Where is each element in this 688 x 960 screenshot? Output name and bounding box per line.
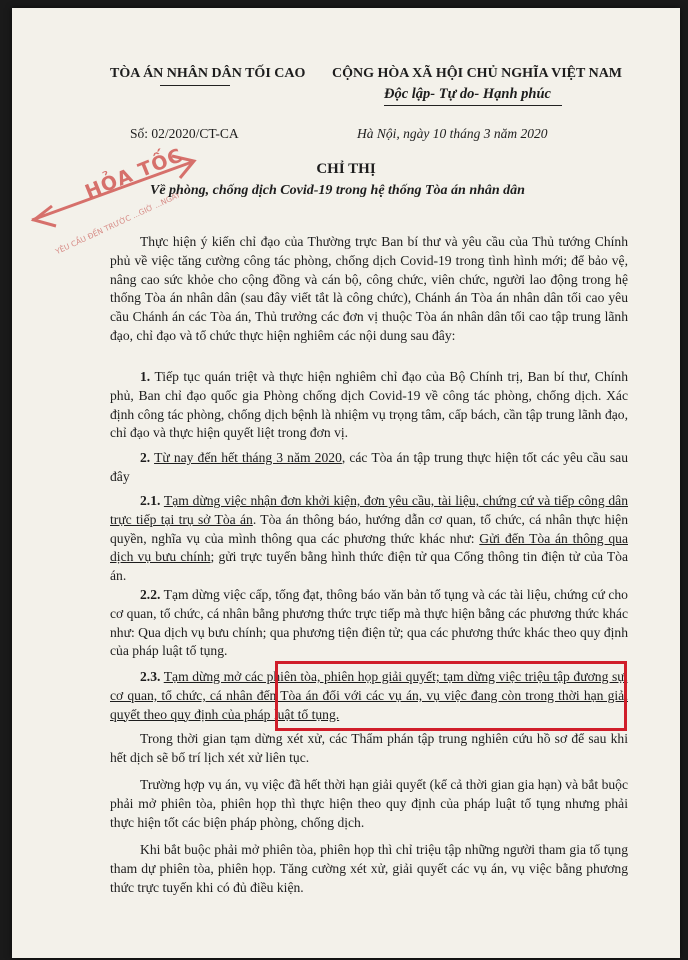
mandatory-hearing-paragraph: Khi bắt buộc phải mở phiên tòa, phiên họp thì chỉ triệu tập những người tham gia tố tụng tham dự phiên tòa, phiên họp. Tăng cường xét xử, giải quyết các vụ án, vụ việc bằng phương thức trực tuyến khi có đủ điều kiện. [110, 842, 628, 895]
urgent-stamp-subtext: YÊU CẦU ĐẾN TRƯỚC ...GIỜ ...NGÀY [54, 190, 182, 257]
item-2-number: 2. [140, 450, 151, 465]
item-1-number: 1. [140, 369, 151, 384]
item-2-1-underlined: Tạm dừng việc nhận đơn khởi kiện, đơn yêu cầu, tài liệu, chứng cứ và tiếp công dân trực tiếp tại trụ sở Tòa án [110, 493, 629, 527]
expired-cases-paragraph: Trường hợp vụ án, vụ việc đã hết thời hạn giải quyết (kể cả thời gian gia hạn) và bắt buộc phải mở phiên tòa, phiên họp thì thực hiện theo quy định của pháp luật tố tụng nhưng phải thực hiện tốt các biện pháp phòng, chống dịch. [110, 777, 628, 830]
item-2 [110, 449, 628, 487]
urgent-stamp-text: HỎA TỐC [82, 144, 187, 204]
issuing-agency: TÒA ÁN NHÂN DÂN TỐI CAO [110, 66, 306, 81]
document-number: Số: 02/2020/CT-CA [130, 126, 239, 141]
item-2-3-text: Tạm dừng mở các phiên tòa, phiên họp giải quyết; tạm dừng việc triệu tập đương sự, cơ quan, tổ chức, cá nhân đến Tòa án đối với các vụ án, vụ việc đang còn trong thời hạn giải quyết theo quy định của pháp luật tố tụng. [110, 669, 629, 722]
document-subtitle: Về phòng, chống dịch Covid-19 trong hệ thống Tòa án nhân dân [150, 183, 525, 198]
place-and-date: Hà Nội, ngày 10 tháng 3 năm 2020 [357, 126, 548, 141]
item-1 [110, 368, 628, 443]
item-2-2 [110, 586, 628, 661]
item-2-1-number: 2.1. [140, 493, 161, 508]
agency-underline [160, 85, 230, 86]
item-2-1 [110, 492, 628, 586]
item-2-2-text: Tạm dừng việc cấp, tống đạt, thông báo văn bản tố tụng và các tài liệu, chứng cứ cho cơ quan, tổ chức, cá nhân bằng phương thức trực tiếp mà thực hiện bằng các phương thức khác như: Qua dịch vụ bưu chính; qua phương tiện điện tử; qua các phương thức khác theo quy định của pháp luật tố tụng. [110, 587, 628, 659]
item-2-1-rest: ; gửi trực tuyến bằng hình thức điện tử qua Cổng thông tin điện tử của Tòa án. [110, 549, 628, 584]
red-highlight-box [275, 661, 627, 731]
item-2-3-number: 2.3. [140, 669, 161, 684]
item-2-rest: , các Tòa án tập trung thực hiện tốt các yêu cầu sau đây [110, 450, 628, 484]
country-name: CỘNG HÒA XÃ HỘI CHỦ NGHĨA VIỆT NAM [332, 66, 623, 81]
item-2-2-number: 2.2. [140, 587, 161, 602]
document-page [12, 8, 680, 958]
document-title: CHỈ THỊ [316, 161, 376, 177]
trial-suspension-paragraph: Trong thời gian tạm dừng xét xử, các Thẩm phán tập trung nghiên cứu hồ sơ để sau khi hết dịch sẽ bố trí lịch xét xử liên tục. [110, 731, 628, 765]
item-2-1-middle: . Tòa án thông báo, hướng dẫn cơ quan, tổ chức, cá nhân thực hiện quyền, nghĩa vụ của mình thông qua các phương thức khác như: [110, 511, 628, 546]
item-1-text: Tiếp tục quán triệt và thực hiện nghiêm chỉ đạo của Bộ Chính trị, Ban bí thư, Chính phủ, Ban chỉ đạo quốc gia Phòng chống dịch Covid-19 về công tác phòng, chống dịch. Xác định công tác phòng, chống dịch bệnh là nhiệm vụ trọng tâm, cấp bách, cần tập trung lãnh đạo, chỉ đạo và thực hiện quyết liệt trong đơn vị. [110, 369, 628, 441]
item-2-1-underlined-2: Gửi đến Tòa án thông qua dịch vụ bưu chính [110, 530, 628, 565]
item-2-underlined: Từ nay đến hết tháng 3 năm 2020 [154, 450, 342, 465]
motto-underline [384, 105, 562, 106]
national-motto: Độc lập- Tự do- Hạnh phúc [384, 86, 551, 102]
intro-paragraph: Thực hiện ý kiến chỉ đạo của Thường trực Ban bí thư và yêu cầu của Thủ tướng Chính phủ về việc tăng cường công tác phòng, chống dịch Covid-19 trong tình hình mới; để bảo vệ, nâng cao sức khỏe cho cộng đồng và cán bộ, công chức, viên chức, người lao động trong hệ thống Tòa án nhân dân (sau đây viết tắt là công chức), Chánh án Tòa án nhân dân tối cao yêu cầu Chánh án các Tòa án, Thủ trưởng các đơn vị thuộc Tòa án nhân dân tối cao tập trung lãnh đạo, chỉ đạo và tổ chức thực hiện nghiêm các nội dung sau đây: [110, 234, 628, 343]
